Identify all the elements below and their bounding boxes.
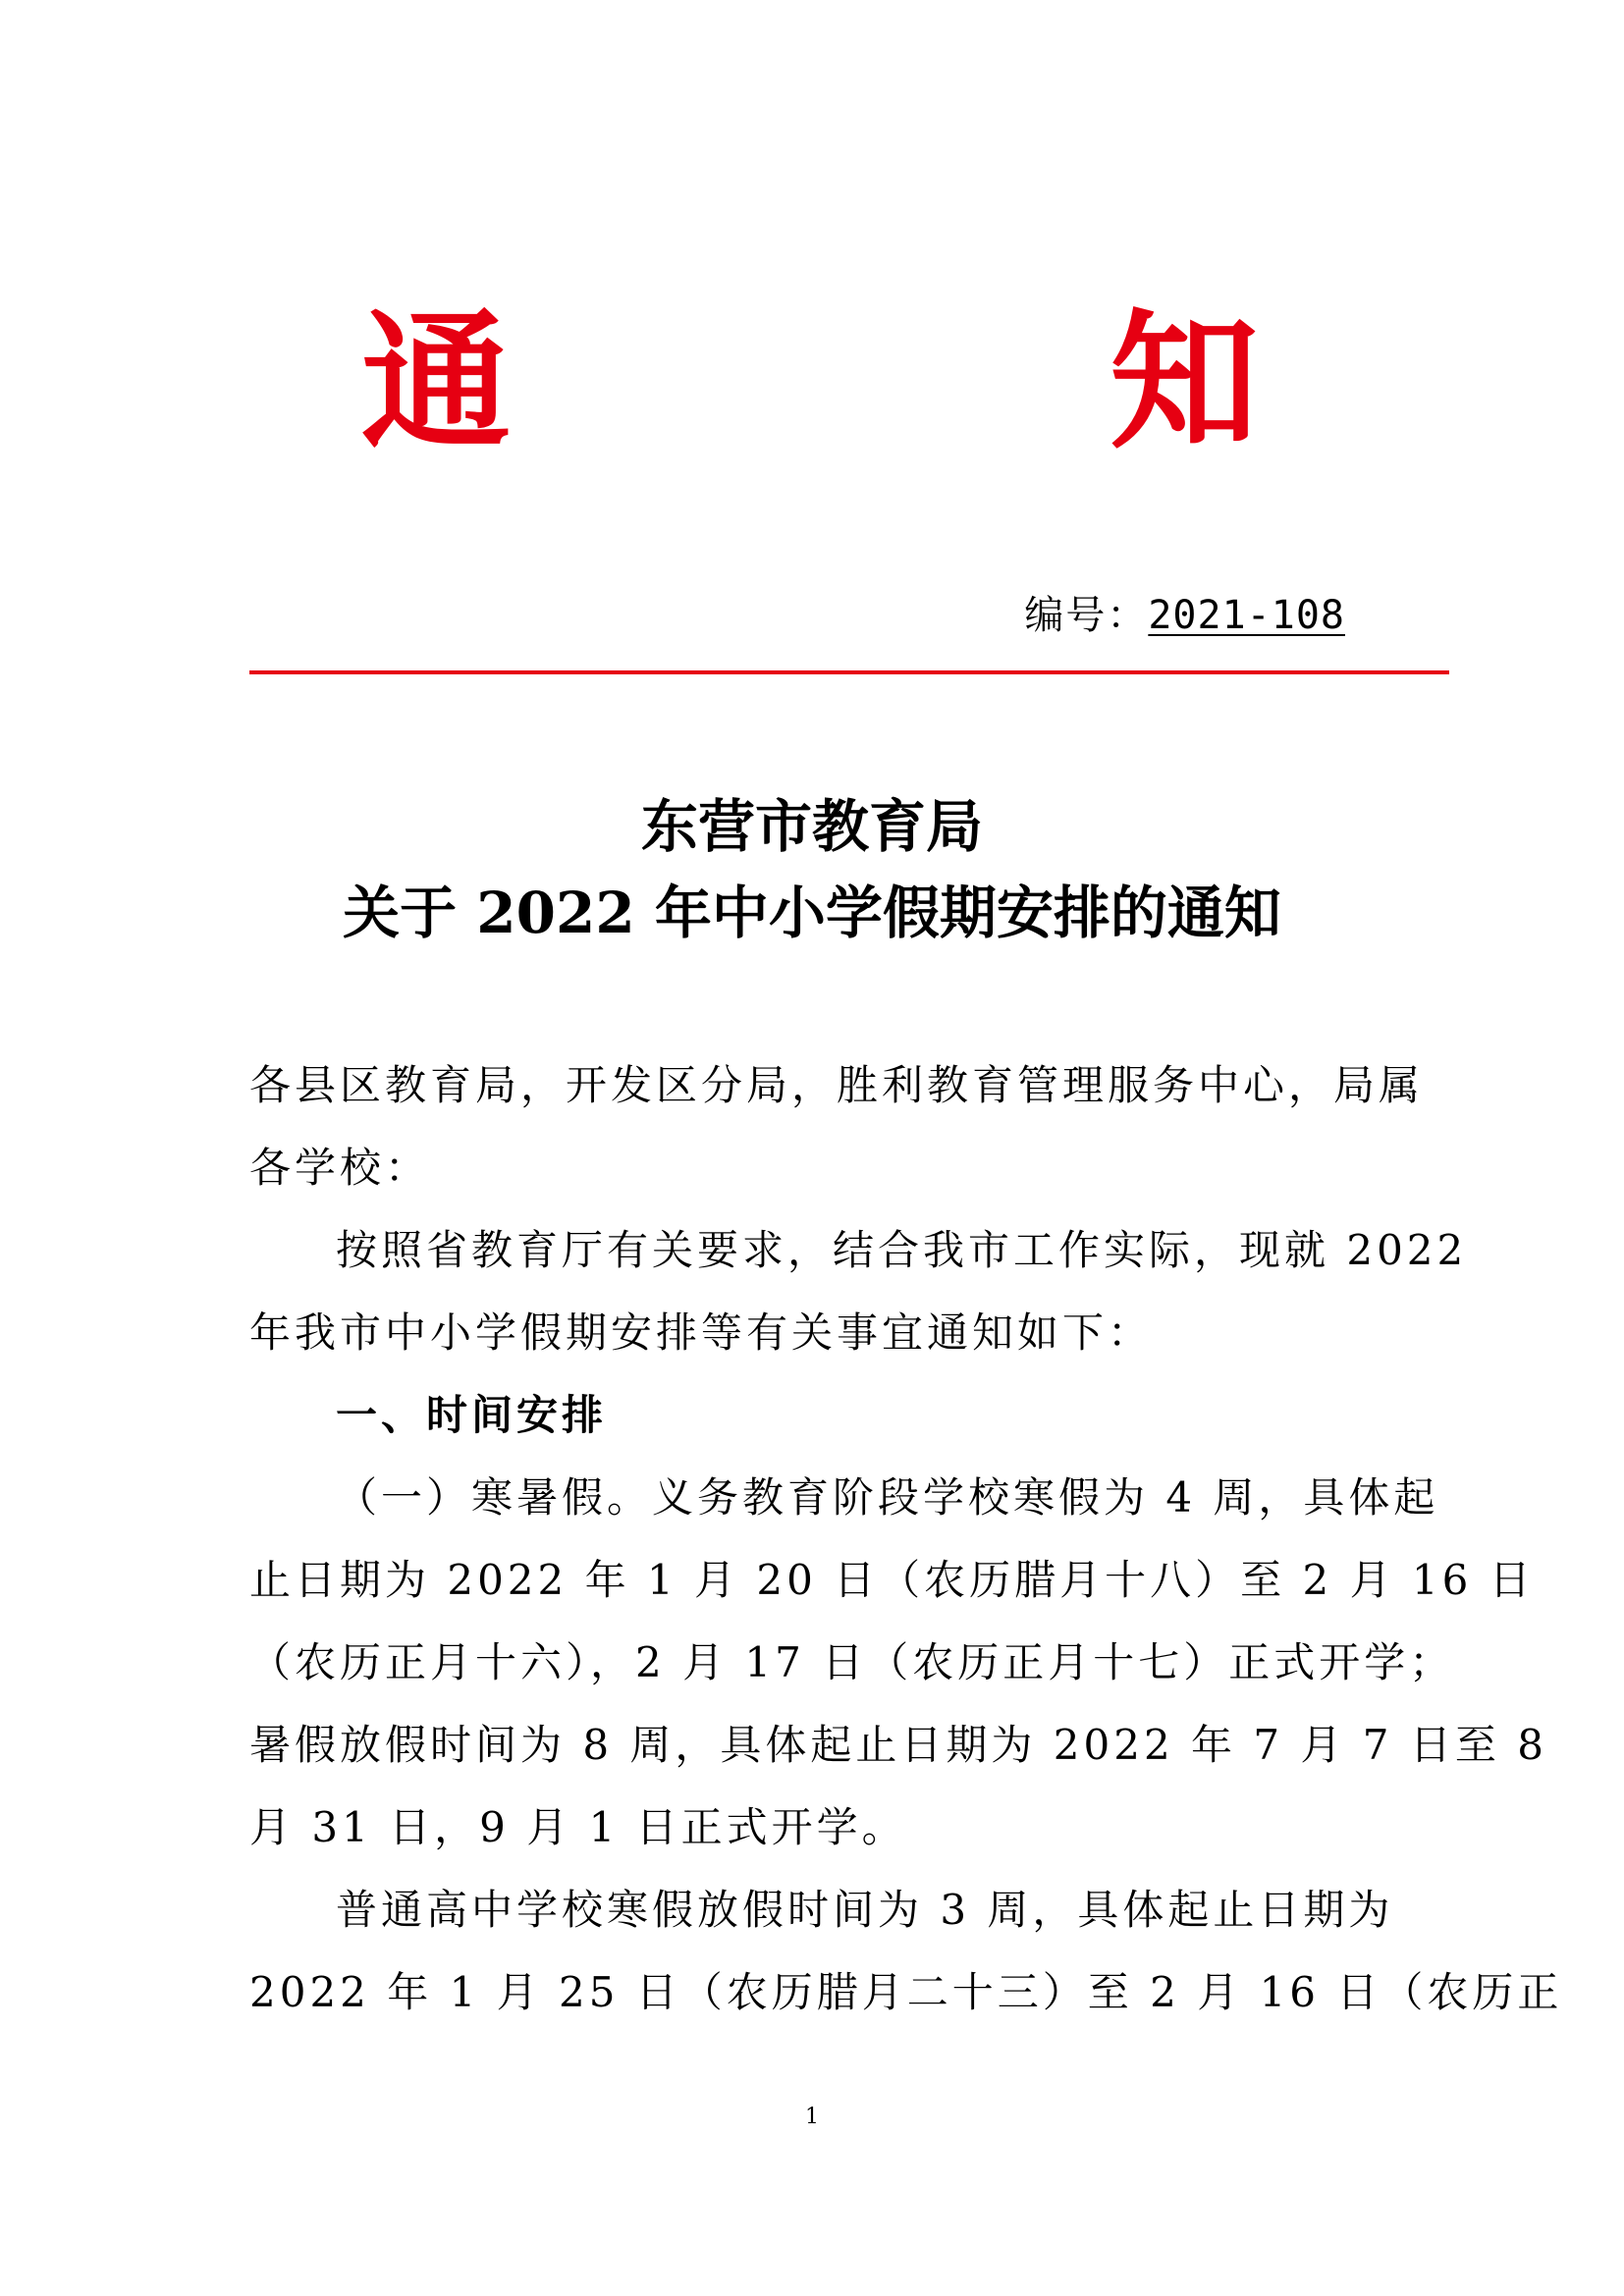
salutation-line: 各学校：	[249, 1144, 431, 1192]
paragraph-line: 月 31 日，9 月 1 日正式开学。	[249, 1803, 907, 1851]
document-number	[1024, 589, 1345, 642]
paragraph-line: 止日期为 2022 年 1 月 20 日（农历腊月十八）至 2 月 16 日	[249, 1556, 1535, 1604]
title-issuer: 东营市教育局	[640, 793, 983, 860]
intro-line: 年我市中小学假期安排等有关事宜通知如下：	[249, 1308, 1154, 1357]
intro-line: 按照省教育厅有关要求，结合我市工作实际，现就 2022	[336, 1226, 1468, 1274]
paragraph-line: 暑假放假时间为 8 周，具体起止日期为 2022 年 7 月 7 日至 8	[249, 1721, 1547, 1769]
header-char-tong: 通	[361, 295, 511, 469]
document-number-value: 2021-108	[1148, 593, 1345, 638]
section-heading: 一、时间安排	[336, 1391, 608, 1439]
title-subject: 关于 2022 年中小学假期安排的通知	[343, 880, 1281, 946]
paragraph-line: 2022 年 1 月 25 日（农历腊月二十三）至 2 月 16 日（农历正	[249, 1968, 1563, 2016]
paragraph-line: 普通高中学校寒假放假时间为 3 周，具体起止日期为	[336, 1886, 1394, 1934]
salutation-line: 各县区教育局，开发区分局，胜利教育管理服务中心，局属	[249, 1061, 1425, 1109]
page-number: 1	[805, 2105, 819, 2129]
document-number-label: 编号：	[1024, 593, 1149, 638]
document-body	[249, 1044, 1563, 2034]
paragraph-line: （一）寒暑假。义务教育阶段学校寒假为 4 周，具体起	[336, 1473, 1439, 1522]
header-char-zhi: 知	[1110, 295, 1259, 469]
paragraph-line: （农历正月十六），2 月 17 日（农历正月十七）正式开学；	[249, 1638, 1455, 1686]
red-separator-rule	[249, 670, 1449, 674]
